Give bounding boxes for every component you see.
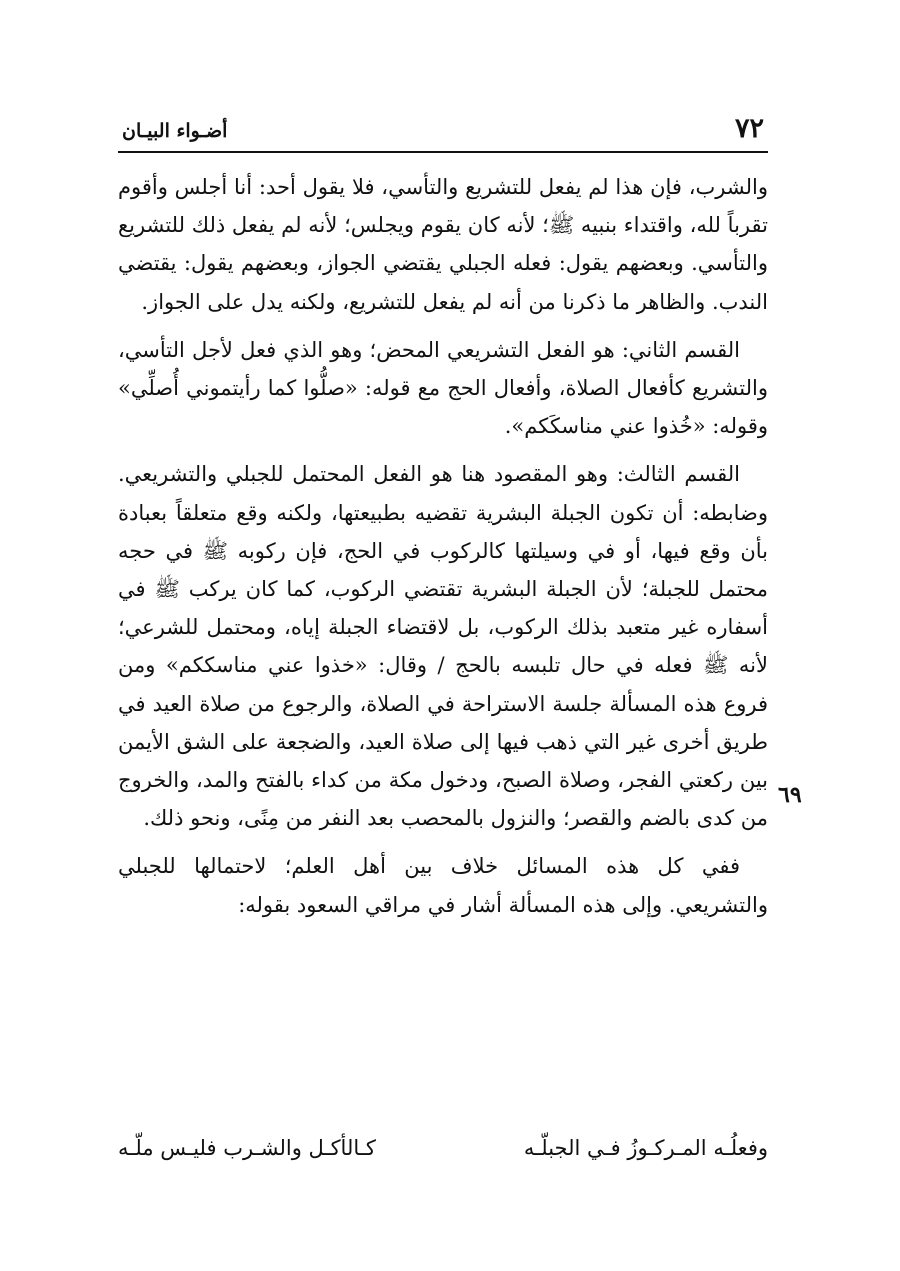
book-title: أضـواء البيـان — [122, 120, 228, 142]
poetry-verse — [118, 1130, 768, 1170]
body-text — [118, 168, 768, 934]
paragraph-2: القسم الثاني: هو الفعل التشريعي المحض؛ وهو الذي فعل لأجل التأسي، والتشريع كأفعال الصلاة، وأفعال الحج مع قوله: «صلُّوا كما رأيتموني أُصلِّي» وقوله: «خُذوا عني مناسكَكم». — [118, 337, 768, 439]
page-number: ٧٢ — [734, 113, 764, 144]
verse-second-hemistich: كـالأكـل والشـرب فليـس ملّـه — [118, 1136, 376, 1160]
paragraph-4: ففي كل هذه المسائل خلاف بين أهل العلم؛ لاحتمالها للجبلي والتشريعي. وإلى هذه المسألة أشار في مراقي السعود بقوله: — [118, 854, 768, 917]
verse-first-hemistich: وفعلُـه المـركـوزُ فـي الجبلّـه — [523, 1136, 768, 1160]
margin-page-reference: ٦٩ — [778, 782, 802, 808]
page-header — [118, 112, 768, 150]
paragraph-3: القسم الثالث: وهو المقصود هنا هو الفعل المحتمل للجبلي والتشريعي. وضابطه: أن تكون الجبلة البشرية تقضيه بطبيعتها، ولكنه وقع متعلقاً بعبادة بأن وقع فيها، أو في وسيلتها كالركوب في الحج، فإن ركوبه ﷺ في حجه محتمل للجبلة؛ لأن الجبلة البشرية تقتضي الركوب، كما كان يركب ﷺ في أسفاره غير متعبد بذلك الركوب، بل لاقتضاء الجبلة إياه، ومحتمل للشرعي؛ لأنه ﷺ فعله في حال تلبسه بالحج / وقال: «خذوا عني مناسككم» ومن فروع هذه المسألة جلسة الاستراحة في الصلاة، والرجوع من صلاة العيد في طريق أخرى غير التي ذهب فيها إلى صلاة العيد، والضجعة على الشق الأيمن بين ركعتي الفجر، وصلاة الصبح، ودخول مكة من كداء بالفتح والمد، والخروج من كدى بالضم والقصر؛ والنزول بالمحصب بعد النفر من مِنًى، ونحو ذلك. — [118, 462, 769, 831]
paragraph-1: والشرب، فإن هذا لم يفعل للتشريع والتأسي، فلا يقول أحد: أنا أجلس وأقوم تقرباً لله، واقتداء بنبيه ﷺ؛ لأنه كان يقوم ويجلس؛ لأنه لم يفعل ذلك للتشريع والتأسي. وبعضهم يقول: فعله الجبلي يقتضي الجواز، وبعضهم يقول: يقتضي الندب. والظاهر ما ذكرنا من أنه لم يفعل للتشريع، ولكنه يدل على الجواز. — [118, 175, 768, 314]
header-divider — [118, 151, 768, 153]
